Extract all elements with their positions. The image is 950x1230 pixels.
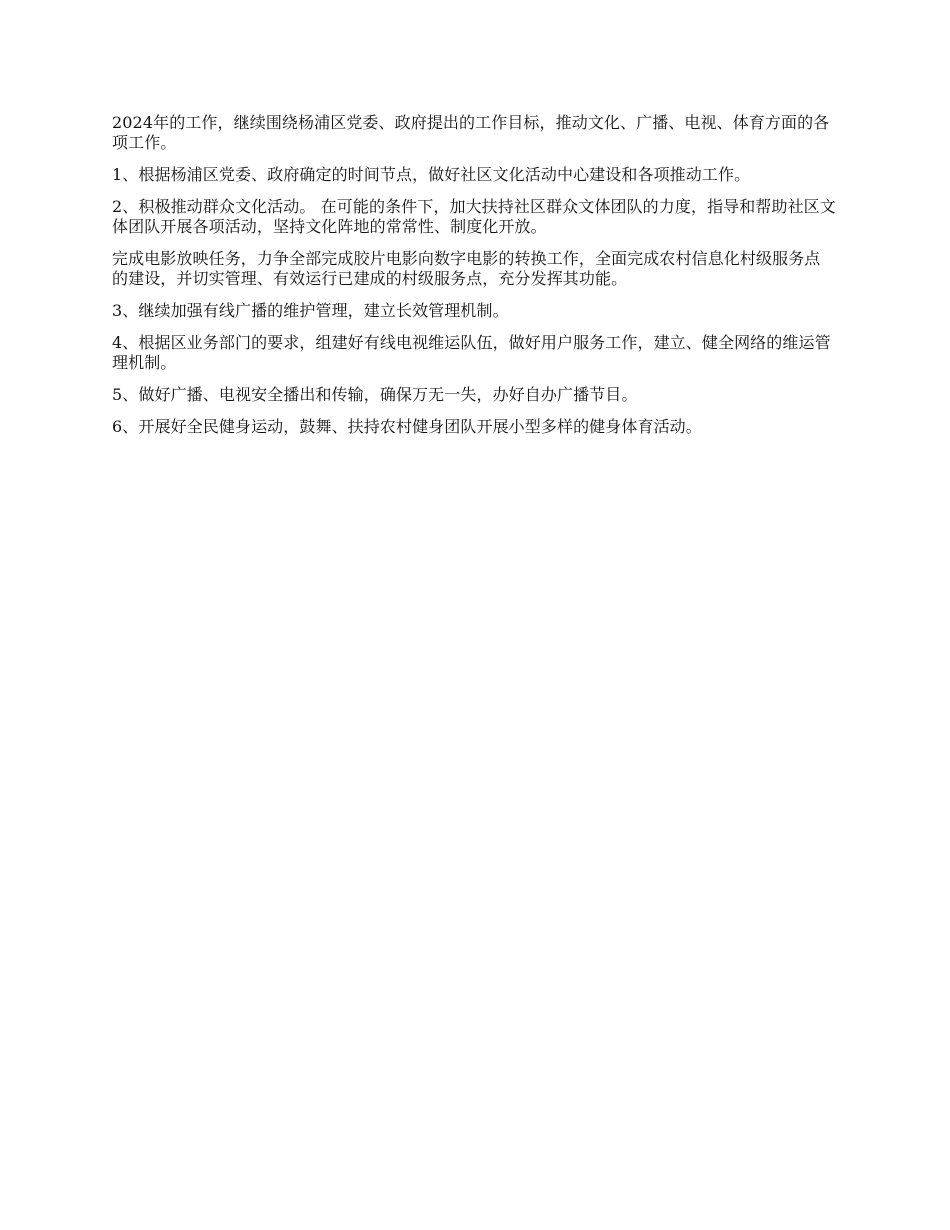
- paragraph-item-3: 3、继续加强有线广播的维护管理，建立长效管理机制。: [112, 301, 509, 320]
- paragraph-item-1: 1、根据杨浦区党委、政府确定的时间节点，做好社区文化活动中心建设和各项推动工作。: [112, 165, 751, 184]
- paragraph-item-5: 5、做好广播、电视安全播出和传输，确保万无一失，办好自办广播节目。: [112, 385, 638, 404]
- paragraph-item-2: 2、积极推动群众文化活动。 在可能的条件下，加大扶持社区群众文体团队的力度，指导和帮助社区文体团队开展各项活动，坚持文化阵地的常常性、制度化开放。: [112, 197, 836, 236]
- document-body: [112, 113, 836, 449]
- paragraph-intro: 2024年的工作，继续围绕杨浦区党委、政府提出的工作目标，推动文化、广播、电视、体育方面的各项工作。: [112, 113, 830, 152]
- paragraph-film-screening: 完成电影放映任务，力争全部完成胶片电影向数字电影的转换工作，全面完成农村信息化村级服务点的建设，并切实管理、有效运行已建成的村级服务点，充分发挥其功能。: [112, 249, 821, 288]
- paragraph-item-6: 6、开展好全民健身运动，鼓舞、扶持农村健身团队开展小型多样的健身体育活动。: [112, 417, 702, 436]
- paragraph-item-4: 4、根据区业务部门的要求，组建好有线电视维运队伍，做好用户服务工作，建立、健全网络的维运管理机制。: [112, 333, 831, 372]
